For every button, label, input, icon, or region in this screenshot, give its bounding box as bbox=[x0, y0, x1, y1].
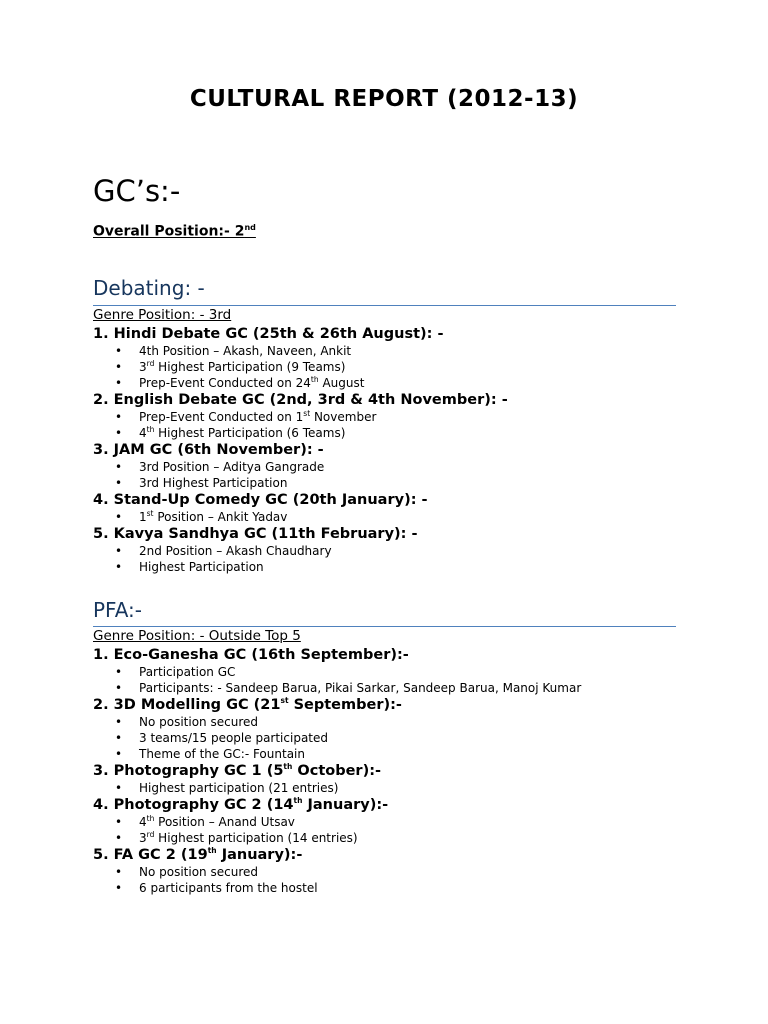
list-item-post: Highest Participation (9 Teams) bbox=[154, 360, 346, 374]
pfa-heading bbox=[93, 598, 142, 622]
list-item-text: 4 bbox=[139, 426, 147, 440]
bullet-icon: • bbox=[115, 476, 123, 490]
list-item-text: Theme of the GC:- Fountain bbox=[139, 747, 305, 761]
list-item-text: Participants: - Sandeep Barua, Pikai Sarkar, Sandeep Barua, Manoj Kumar bbox=[139, 681, 582, 695]
pfa-item-title bbox=[93, 846, 693, 864]
pfa-item-title bbox=[93, 762, 693, 780]
debating-heading-main: Debating bbox=[93, 276, 185, 300]
bullet-icon: • bbox=[115, 881, 123, 895]
list-item-text: 3 teams/15 people participated bbox=[139, 731, 328, 745]
list-item bbox=[93, 425, 693, 441]
list-item-text: 3rd Highest Participation bbox=[139, 476, 288, 490]
item-title-text: 2. 3D Modelling GC (21 bbox=[93, 697, 281, 713]
list-item bbox=[93, 409, 693, 425]
list-item bbox=[93, 343, 693, 359]
list-item bbox=[93, 880, 693, 896]
list-item-text: 1 bbox=[139, 510, 147, 524]
list-item-sup: st bbox=[146, 509, 154, 518]
list-item bbox=[93, 459, 693, 475]
debating-item-title bbox=[93, 525, 693, 543]
list-item-text: 2nd Position – Akash Chaudhary bbox=[139, 544, 332, 558]
report-title: CULTURAL REPORT (2012-13) bbox=[189, 86, 579, 112]
bullet-icon: • bbox=[115, 344, 123, 358]
list-item bbox=[93, 714, 693, 730]
bullet-icon: • bbox=[115, 747, 123, 761]
bullet-icon: • bbox=[115, 781, 123, 795]
list-item bbox=[93, 814, 693, 830]
list-item-text: Participation GC bbox=[139, 665, 236, 679]
item-title-text: 5. FA GC 2 (19 bbox=[93, 847, 208, 863]
debating-heading bbox=[93, 276, 205, 300]
list-item bbox=[93, 864, 693, 880]
list-item bbox=[93, 664, 693, 680]
pfa-genre: Genre Position: - Outside Top 5 bbox=[93, 628, 301, 644]
bullet-icon: • bbox=[115, 831, 123, 845]
list-item-text: Prep-Event Conducted on 24 bbox=[139, 376, 311, 390]
item-title-text: 4. Photography GC 2 (14 bbox=[93, 797, 294, 813]
pfa-item-title bbox=[93, 646, 693, 664]
item-title-sup: st bbox=[280, 696, 289, 706]
list-item-text: 3 bbox=[139, 831, 147, 845]
bullet-icon: • bbox=[115, 665, 123, 679]
list-item bbox=[93, 830, 693, 846]
list-item-post: Position – Ankit Yadav bbox=[153, 510, 288, 524]
debating-item-title bbox=[93, 491, 693, 509]
item-title-text: 2. English Debate GC (2nd, 3rd & 4th November): - bbox=[93, 392, 508, 408]
list-item bbox=[93, 359, 693, 375]
bullet-icon: • bbox=[115, 715, 123, 729]
bullet-icon: • bbox=[115, 544, 123, 558]
item-title-text: 4. Stand-Up Comedy GC (20th January): - bbox=[93, 492, 428, 508]
list-item-post: Highest Participation (6 Teams) bbox=[154, 426, 346, 440]
bullet-icon: • bbox=[115, 426, 123, 440]
list-item-text: Prep-Event Conducted on 1 bbox=[139, 410, 304, 424]
debating-genre: Genre Position: - 3rd bbox=[93, 307, 232, 323]
list-item-text: Highest Participation bbox=[139, 560, 264, 574]
bullet-icon: • bbox=[115, 731, 123, 745]
list-item-text: 3 bbox=[139, 360, 147, 374]
debating-item-title bbox=[93, 391, 693, 409]
list-item bbox=[93, 543, 693, 559]
list-item-text: 3rd Position – Aditya Gangrade bbox=[139, 460, 325, 474]
debating-list bbox=[93, 325, 693, 575]
list-item bbox=[93, 509, 693, 525]
bullet-icon: • bbox=[115, 560, 123, 574]
list-item-text: 4th Position – Akash, Naveen, Ankit bbox=[139, 344, 352, 358]
overall-sup: nd bbox=[244, 223, 256, 232]
list-item-text: Highest participation (21 entries) bbox=[139, 781, 339, 795]
overall-label: Overall Position:- 2 bbox=[93, 223, 245, 240]
list-item-sup: th bbox=[146, 425, 155, 434]
list-item-sup: th bbox=[310, 375, 319, 384]
bullet-icon: • bbox=[115, 681, 123, 695]
item-title-text: 1. Hindi Debate GC (25th & 26th August): - bbox=[93, 326, 444, 342]
list-item bbox=[93, 746, 693, 762]
list-item bbox=[93, 730, 693, 746]
debating-rule bbox=[93, 305, 676, 306]
item-title-post: September):- bbox=[288, 697, 402, 713]
list-item-post: November bbox=[310, 410, 377, 424]
gcs-heading: GC’s:- bbox=[93, 174, 181, 208]
item-title-text: 5. Kavya Sandhya GC (11th February): - bbox=[93, 526, 418, 542]
item-title-sup: th bbox=[207, 846, 217, 856]
pfa-item-title bbox=[93, 696, 693, 714]
list-item-post: Position – Anand Utsav bbox=[154, 815, 295, 829]
bullet-icon: • bbox=[115, 360, 123, 374]
debating-item-title bbox=[93, 441, 693, 459]
list-item bbox=[93, 559, 693, 575]
list-item-text: No position secured bbox=[139, 715, 258, 729]
overall-position bbox=[93, 223, 256, 240]
bullet-icon: • bbox=[115, 460, 123, 474]
list-item-sup: th bbox=[146, 814, 155, 823]
pfa-item-title bbox=[93, 796, 693, 814]
debating-item-title bbox=[93, 325, 693, 343]
list-item bbox=[93, 475, 693, 491]
list-item-text: 4 bbox=[139, 815, 147, 829]
item-title-post: January):- bbox=[302, 797, 389, 813]
list-item-text: 6 participants from the hostel bbox=[139, 881, 318, 895]
list-item-sup: st bbox=[303, 409, 311, 418]
pfa-heading-main: PFA:- bbox=[93, 598, 143, 622]
debating-heading-suffix: : - bbox=[184, 276, 205, 300]
item-title-sup: th bbox=[283, 762, 293, 772]
bullet-icon: • bbox=[115, 865, 123, 879]
item-title-sup: th bbox=[293, 796, 303, 806]
list-item-post: August bbox=[318, 376, 365, 390]
list-item-sup: rd bbox=[146, 359, 155, 368]
bullet-icon: • bbox=[115, 510, 123, 524]
item-title-text: 3. Photography GC 1 (5 bbox=[93, 763, 284, 779]
pfa-rule bbox=[93, 626, 676, 627]
list-item-post: Highest participation (14 entries) bbox=[154, 831, 358, 845]
item-title-post: January):- bbox=[216, 847, 303, 863]
item-title-text: 3. JAM GC (6th November): - bbox=[93, 442, 324, 458]
list-item-sup: rd bbox=[146, 830, 155, 839]
list-item bbox=[93, 780, 693, 796]
bullet-icon: • bbox=[115, 815, 123, 829]
item-title-post: October):- bbox=[292, 763, 382, 779]
list-item bbox=[93, 680, 693, 696]
pfa-list bbox=[93, 646, 693, 896]
list-item bbox=[93, 375, 693, 391]
item-title-text: 1. Eco-Ganesha GC (16th September):- bbox=[93, 647, 409, 663]
bullet-icon: • bbox=[115, 410, 123, 424]
bullet-icon: • bbox=[115, 376, 123, 390]
list-item-text: No position secured bbox=[139, 865, 258, 879]
